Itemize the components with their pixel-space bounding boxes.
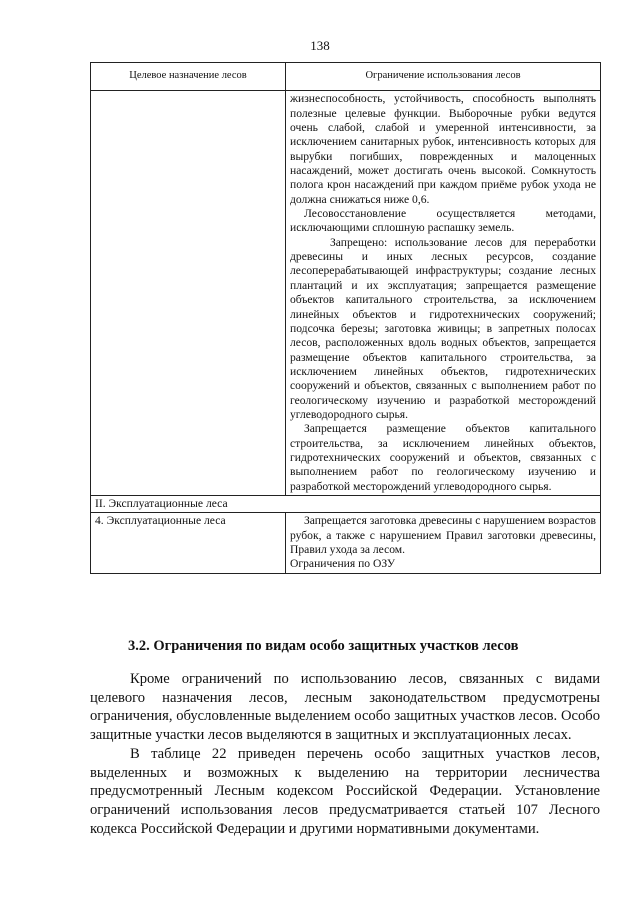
cell-restriction-continued: [286, 91, 601, 496]
restriction-paragraph: Запрещается размещение объектов капитального строительства, за исключением линейных объектов, гидротехнических сооружений и объектов, связанных с выполнением работ по геологическому изучению и разработкой месторождений углеводородного сырья.: [290, 422, 596, 493]
cell-purpose-empty: [91, 91, 286, 496]
table-header-row: [91, 63, 601, 91]
section-heading: 3.2. Ограничения по видам особо защитных участков лесов: [128, 638, 519, 654]
body-paragraph: В таблице 22 приведен перечень особо защитных участков лесов, выделенных и возможных к выделению на территории лесничества предусмотренный Лесным кодексом Российской Федерации. Установление ограничений использования лесов предусматривается статьей 107 Лесного кодекса Российской Федерации и другими нормативными документами.: [90, 745, 600, 837]
restriction-paragraph: жизнеспособность, устойчивость, способность выполнять полезные целевые функции. Выборочные рубки ведутся очень слабой, слабой и умеренной интенсивности, за исключением санитарных рубок, интенсивность которых для вырубки погибших, поврежденных и малоценных насаждений, может достигать очень высокой. Сомкнутость полога крон насаждений при каждом приёме рубок ухода не должна снижаться ниже 0,6.: [290, 92, 596, 206]
page-number: 138: [310, 38, 330, 53]
header-purpose: Целевое назначение лесов: [91, 63, 286, 91]
restriction-paragraph: Запрещено: использование лесов для переработки древесины и иных лесных ресурсов, создание лесоперерабатывающей инфраструктуры; создание лесных плантаций и их эксплуатация; запрещается размещение объектов капитального строительства, за исключением линейных объектов и гидротехнических сооружений; подсочка березы; заготовка живицы; в запретных полосах лесов, расположенных вдоль водных объектов, запрещается размещение объектов капитального строительства, за исключением линейных объектов, гидротехнических сооружений и объектов, связанных с выполнением работ по геологическому изучению и разработкой месторождений углеводородного сырья.: [290, 235, 596, 421]
restrictions-table: [90, 62, 601, 574]
cell-purpose: 4. Эксплуатационные леса: [91, 513, 286, 573]
table-section-row: [91, 495, 601, 512]
restriction-text: Запрещается заготовка древесины с нарушением возрастов рубок, а также с нарушением Правил заготовки древесины, Правил ухода за лесом.: [290, 514, 596, 556]
header-restriction: Ограничение использования лесов: [286, 63, 601, 91]
section-title: II. Эксплуатационные леса: [91, 495, 601, 512]
table-row: [91, 513, 601, 573]
table-row-continued: [91, 91, 601, 496]
section-body: [90, 670, 600, 838]
body-paragraph: Кроме ограничений по использованию лесов, связанных с видами целевого назначения лесов, лесным законодательством предусмотрены ограничения, обусловленные выделением особо защитных участков лесов. Особо защитные участки лесов выделяются в защитных и эксплуатационных лесах.: [90, 671, 600, 744]
restriction-paragraph: Лесовосстановление осуществляется методами, исключающими сплошную распашку земель.: [290, 207, 596, 235]
restriction-note: Ограничения по ОЗУ: [290, 557, 396, 571]
cell-restriction: [286, 513, 601, 573]
